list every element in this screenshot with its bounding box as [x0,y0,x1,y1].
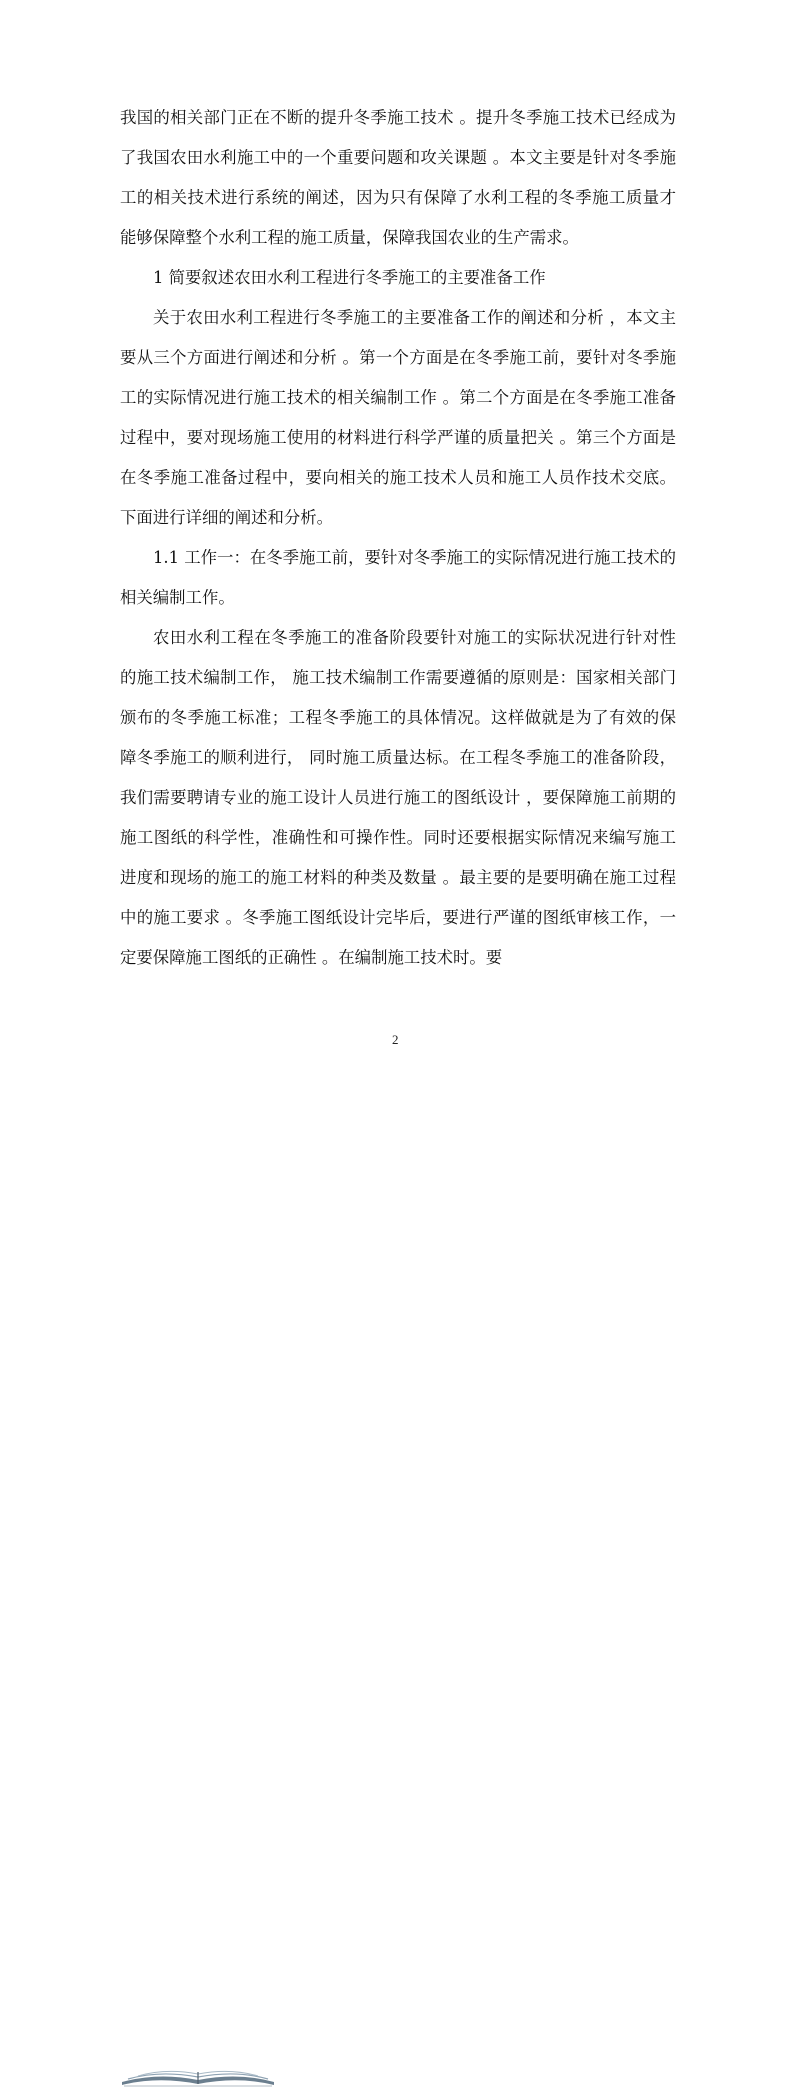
section-heading: 1 简要叙述农田水利工程进行冬季施工的主要准备工作 [153,268,546,287]
paragraph: 我国的相关部门正在不断的提升冬季施工技术 。提升冬季施工技术已经成为了我国农田水利施工中的一个重要问题和攻关课题 。本文主要是针对冬季施工的相关技术进行系统的阐述，因为只有保障了水利工程的冬季施工质量才能够保障整个水利工程的施工质量，保障我国农业的生产需求。 [120,108,676,247]
paragraph: 农田水利工程在冬季施工的准备阶段要针对施工的实际状况进行针对性的施工技术编制工作， 施工技术编制工作需要遵循的原则是：国家相关部门颁布的冬季施工标准；工程冬季施工的具体情况。这样做就是为了有效的保障冬季施工的顺利进行， 同时施工质量达标。在工程冬季施工的准备阶段，我们需要聘请专业的施工设计人员进行施工的图纸设计 ，要保障施工前期的施工图纸的科学性，准确性和可操作性。同时还要根据实际情况来编写施工进度和现场的施工的施工材料的种类及数量 。最主要的是要明确在施工过程中的施工要求 。冬季施工图纸设计完毕后，要进行严谨的图纸审核工作，一定要保障施工图纸的正确性 。在编制施工技术时。要 [120,628,676,967]
paragraph: 关于农田水利工程进行冬季施工的主要准备工作的阐述和分析 ，本文主要从三个方面进行阐述和分析 。第一个方面是在冬季施工前，要针对冬季施工的实际情况进行施工技术的相关编制工作 。第二个方面是在冬季施工准备过程中，要对现场施工使用的材料进行科学严谨的质量把关 。第三个方面是在冬季施工准备过程中，要向相关的施工技术人员和施工人员作技术交底。下面进行详细的阐述和分析。 [120,308,676,527]
page-number: 2 [392,1032,399,1047]
open-book-icon [118,2064,278,2088]
subsection-heading: 1.1 工作一：在冬季施工前，要针对冬季施工的实际情况进行施工技术的相关编制工作。 [120,548,676,607]
document-body [120,98,676,978]
